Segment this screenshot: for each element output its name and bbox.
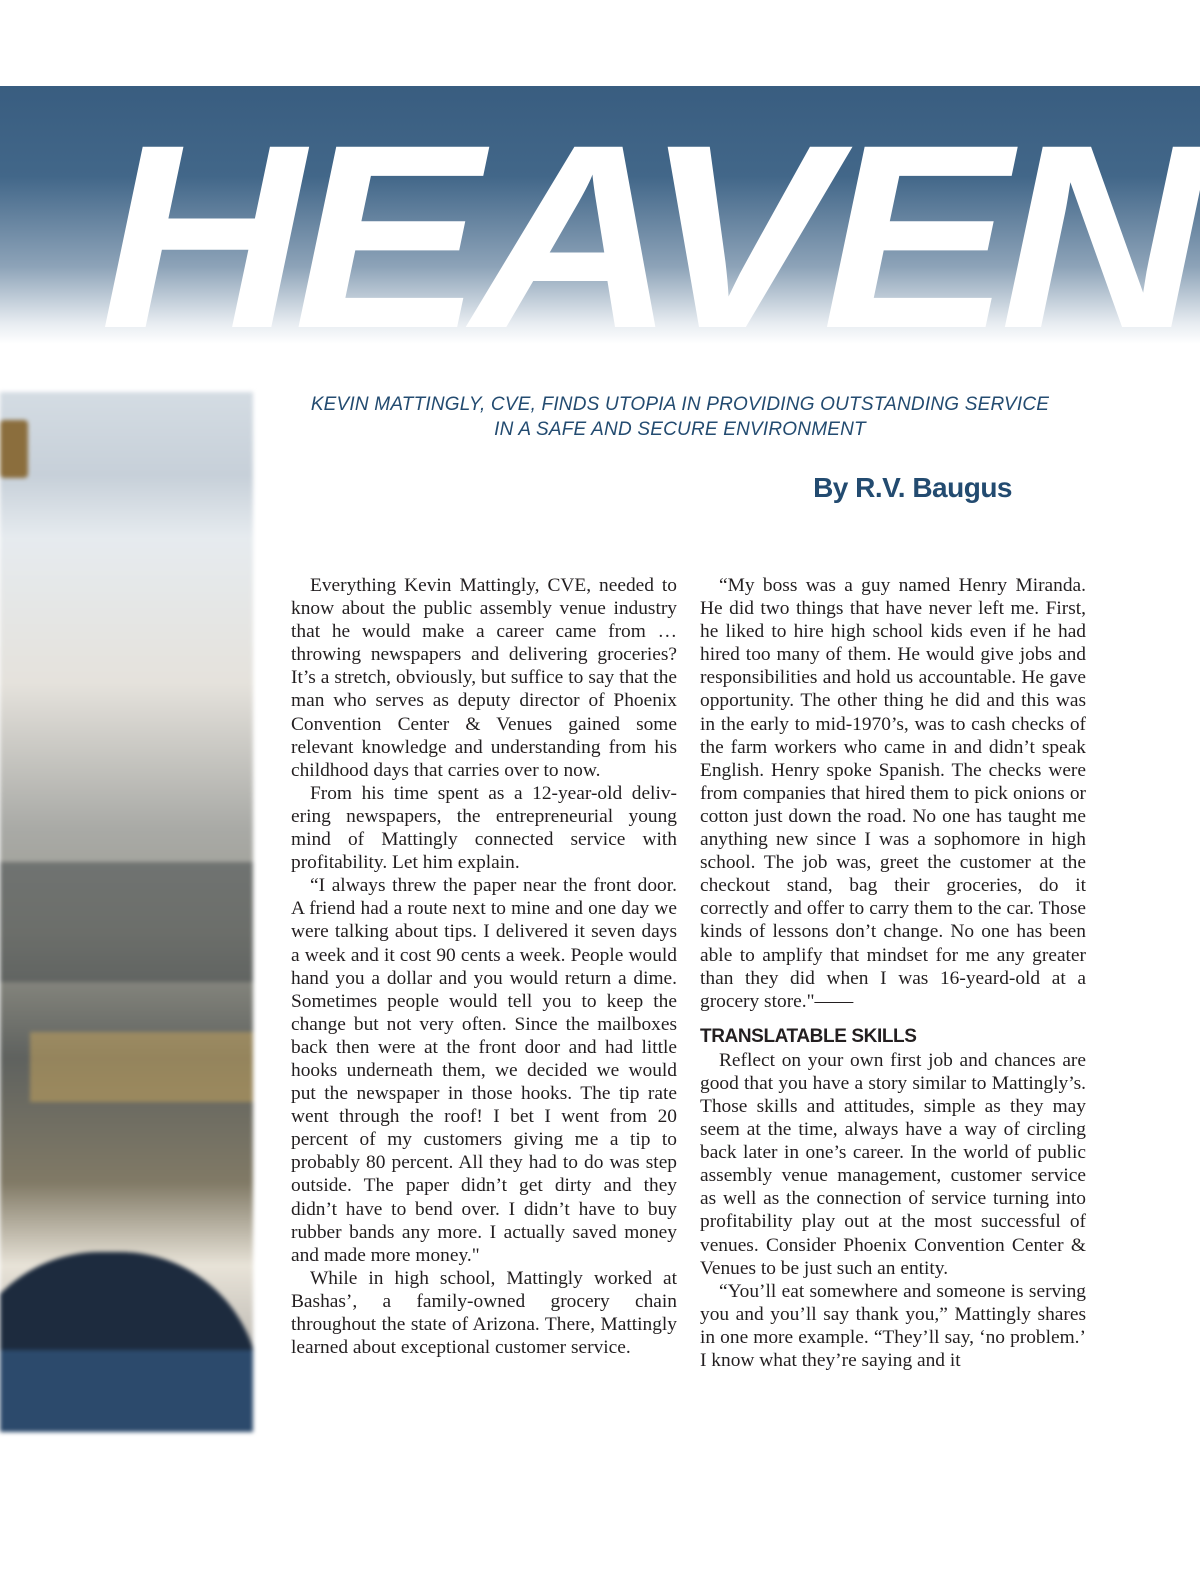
body-paragraph: “You’ll eat somewhere and someone is serving you and you’ll say thank you,” Mattingly shares in one more example. “They’ll say, ‘no problem.’ I know what they’re saying and it <box>700 1280 1086 1371</box>
photo-shape <box>0 862 253 982</box>
photo-shape <box>30 1032 253 1102</box>
section-subhead: TRANSLATABLE SKILLS <box>700 1025 917 1047</box>
body-paragraph: Everything Kevin Mattingly, CVE, needed to know about the public assembly venue industry that he would make a career came from … throwing newspapers and delivering groceries? It’s a stretch, obviously, but suffice to say that the man who serves as deputy director of Phoenix Convention Center & Venues gained some relevant knowledge and understanding from his childhood days that carries over to now. <box>291 575 677 781</box>
body-paragraph: From his time spent as a 12-year-old delivering newspapers, the entrepreneurial young mind of Mattingly connected service with profitability. Let him explain. <box>291 782 677 874</box>
photo-shape <box>0 1350 253 1432</box>
byline: By R.V. Baugus <box>813 472 1012 503</box>
right-column <box>700 574 1086 1372</box>
article-dek <box>280 392 1080 442</box>
left-column <box>291 574 677 1359</box>
blurred-photo <box>0 392 253 1432</box>
dek-line: IN A SAFE AND SECURE ENVIRONMENT <box>494 419 866 440</box>
body-paragraph: “I always threw the paper near the front door. A friend had a route next to mine and one day we were talking about tips. I delivered it seven days a week and it cost 90 cents a week. People would hand you a dollar and you would return a dime. Sometimes people would tell you to keep the change but not very often. Since the mailboxes back then were at the front door and had little hooks underneath them, we decided we would put the newspaper in those hooks. The tip rate went through the roof! I bet I went from 20 percent of my customers giving me a tip to probably 80 percent. All they had to do was step outside. The paper didn’t get dirty and they didn’t have to bend over. I didn’t have to buy rubber bands any more. I actually saved money and made more money." <box>291 875 677 1266</box>
photo-shape <box>0 420 28 478</box>
headline: HEAVEN <box>100 90 1194 383</box>
body-paragraph: While in high school, Mattingly worked at Bashas’, a family-owned grocery chain throughout the state of Arizona. There, Mattingly learned about exceptional customer service. <box>291 1267 677 1359</box>
dek-line: KEVIN MATTINGLY, CVE, FINDS UTOPIA IN PROVIDING OUTSTANDING SERVICE <box>310 394 1050 415</box>
body-paragraph: Reflect on your own first job and chances are good that you have a story similar to Mattingly’s. Those skills and attitudes, simple as they may seem at the time, always have a way of circling back later in one’s career. In the world of public assembly venue management, customer service as well as the connection of service turning into profitability play out at the most successful of venues. Consider Phoenix Convention Center & Venues to be just such an entity. <box>700 1049 1086 1279</box>
body-paragraph: “My boss was a guy named Henry Miranda. He did two things that have never left me. First, he liked to hire high school kids even if he had hired too many of them. He would give jobs and responsibilities and hold us accountable. He gave opportunity. The other thing he did and this was in the early to mid-1970’s, was to cash checks of the farm workers who came in and didn’t speak English. Henry spoke Spanish. The checks were from companies that hired them to pick onions or cotton just down the road. No one has taught me anything new since I was a sophomore in high school. The job was, greet the customer at the checkout stand, bag their groceries, do it correctly and offer to carry them to the car. Those kinds of lessons don’t change. No one has been able to amplify that mindset for me any greater than they did when I was 16-yeard-old at a grocery store."—— <box>700 575 1086 1012</box>
